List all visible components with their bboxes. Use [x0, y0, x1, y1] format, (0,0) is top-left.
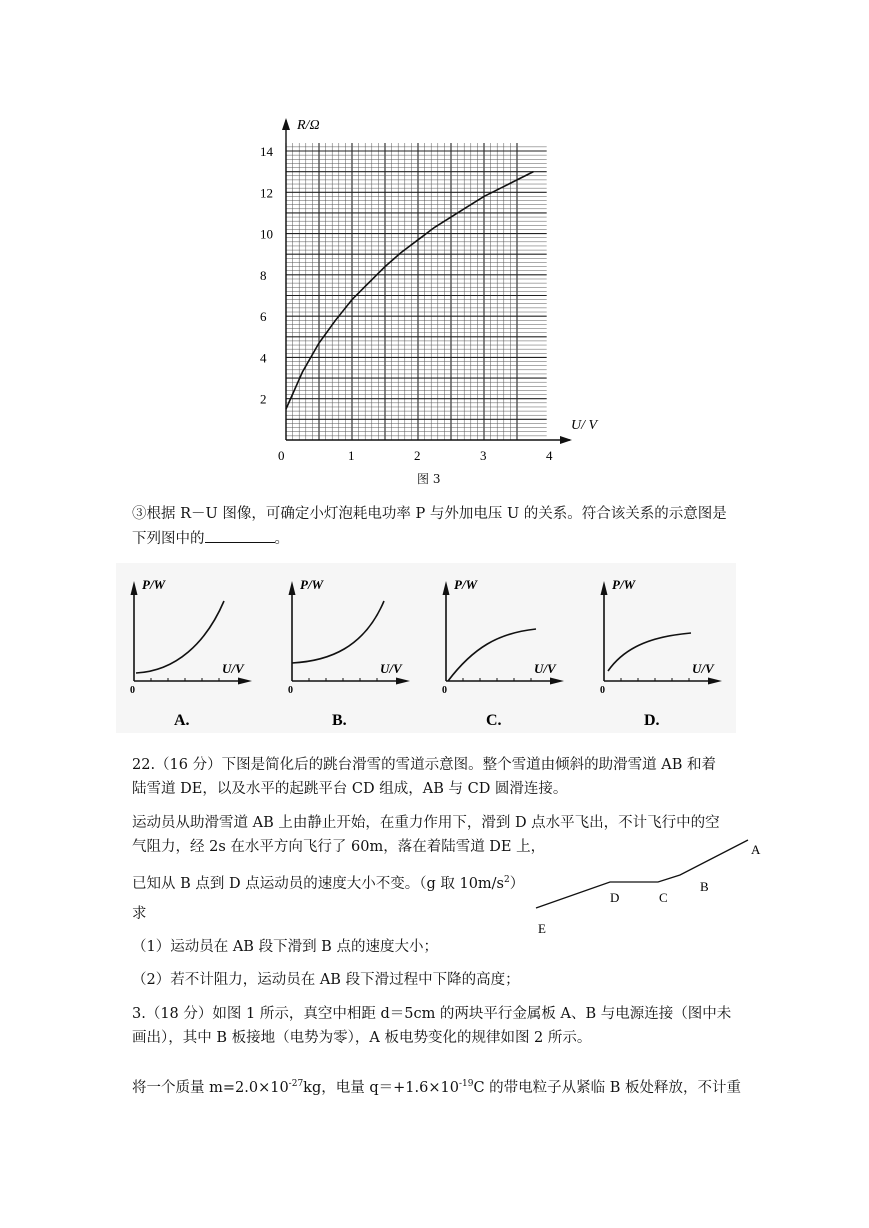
option-x-label: U/V: [380, 661, 402, 676]
y-axis-label: R/Ω: [297, 118, 320, 133]
option-graphs: [116, 563, 736, 738]
option-y-arrow: [131, 581, 138, 595]
option-origin: 0: [600, 685, 605, 696]
option-y-arrow: [601, 581, 608, 595]
option-curve: [608, 633, 691, 671]
option-y-label: P/W: [142, 577, 166, 592]
option-x-arrow: [238, 678, 252, 685]
x-axis-arrow: [560, 436, 572, 444]
figure-caption: 图 3: [417, 472, 441, 486]
q3-line-1: 3.（18 分）如图 1 所示，真空中相距 d＝5cm 的两块平行金属板 A、B 与电源连接（图中未: [132, 1006, 732, 1022]
q3-line-2: 画出），其中 B 板接地（电势为零），A 板电势变化的规律如图 2 所示。: [132, 1030, 592, 1046]
q22-line-1: 22.（16 分）下图是简化后的跳台滑雪的雪道示意图。整个雪道由倾斜的助滑雪道 AB 和着: [132, 757, 716, 773]
answer-blank: [205, 528, 275, 543]
q3-line-3-b: kg，电量 q＝+1.6×10: [303, 1079, 459, 1096]
option-letter: C.: [486, 712, 502, 729]
q22-line-3: 运动员从助滑雪道 AB 上由静止开始，在重力作用下，滑到 D 点水平飞出，不计飞行中的空: [132, 815, 720, 831]
y-tick-label: 12: [260, 185, 273, 201]
q22-line-5-text: 已知从 B 点到 D 点运动员的速度大小不变。（g 取 10m/s: [132, 875, 504, 892]
option-y-label: P/W: [300, 577, 324, 592]
question-3-line-1: ③根据 R－U 图像，可确定小灯泡耗电功率 P 与外加电压 U 的关系。符合该关系的示意图是: [132, 506, 727, 522]
q22-line-4: 气阻力，经 2s 在水平方向飞行了 60m，落在着陆雪道 DE 上，: [132, 839, 546, 855]
x-tick-label: 4: [546, 448, 553, 463]
question-3-end: 。: [274, 531, 289, 547]
y-tick-label: 8: [260, 267, 267, 283]
option-curve: [448, 629, 536, 681]
q3-line-3-c: C 的带电粒子从紧临 B 板处释放，不计重: [473, 1079, 742, 1096]
q3-exponent-1: -27: [288, 1079, 304, 1089]
ski-track-line: [536, 840, 748, 908]
q22-line-5-end: ）: [509, 875, 525, 892]
option-letter: B.: [332, 712, 347, 729]
option-origin: 0: [442, 685, 447, 696]
option-y-label: P/W: [612, 577, 636, 592]
option-curve: [136, 601, 224, 673]
option-x-arrow: [396, 678, 410, 685]
option-curve: [292, 601, 384, 663]
option-graph-c: [442, 577, 564, 729]
y-tick-label: 6: [260, 309, 267, 325]
y-tick-label: 14: [260, 144, 273, 159]
y-axis-arrow: [282, 118, 290, 130]
question-3-line-2: [132, 528, 289, 549]
option-y-label: P/W: [454, 577, 478, 592]
option-x-arrow: [708, 678, 722, 685]
option-x-label: U/V: [222, 661, 244, 676]
point-b-label: B: [700, 879, 709, 894]
x-tick-label: 3: [480, 448, 487, 463]
q3-line-3-a: 将一个质量 m=2.0×10: [132, 1079, 289, 1096]
q22-line-2: 陆雪道 DE，以及水平的起跳平台 CD 组成，AB 与 CD 圆滑连接。: [132, 781, 568, 797]
point-e-label: E: [538, 921, 546, 936]
ski-track-diagram: [525, 835, 775, 945]
option-y-arrow: [289, 581, 296, 595]
x-tick-label: 2: [414, 448, 421, 463]
option-origin: 0: [288, 685, 293, 696]
q22-line-6: 求: [132, 906, 147, 922]
x-axis-label: U/ V: [571, 418, 598, 433]
option-letter: D.: [644, 712, 660, 729]
x-tick-label: 1: [348, 448, 355, 463]
option-graph-d: [600, 577, 722, 729]
r-u-curve: [286, 172, 534, 409]
option-x-arrow: [550, 678, 564, 685]
x-tick-label: 0: [278, 448, 285, 463]
y-tick-label: 4: [260, 350, 267, 366]
question-3-text: 下列图中的: [132, 531, 205, 547]
option-x-label: U/V: [692, 661, 714, 676]
q22-exponent: 2: [504, 875, 510, 885]
q3-line-3: [132, 1074, 741, 1098]
option-letter: A.: [174, 712, 190, 729]
y-tick-label: 10: [260, 226, 273, 242]
q3-exponent-2: -19: [458, 1079, 474, 1089]
point-c-label: C: [659, 890, 668, 905]
option-x-label: U/V: [534, 661, 556, 676]
option-y-arrow: [443, 581, 450, 595]
q22-sub-1: （1）运动员在 AB 段下滑到 B 点的速度大小；: [132, 939, 438, 955]
point-d-label: D: [610, 890, 620, 905]
option-graph-b: [288, 577, 410, 729]
option-origin: 0: [130, 685, 135, 696]
q22-line-5: [132, 870, 524, 894]
option-graph-a: [130, 577, 252, 729]
q22-sub-2: （2）若不计阻力，运动员在 AB 段下滑过程中下降的高度；: [132, 972, 520, 988]
point-a-label: A: [751, 842, 761, 857]
y-tick-label: 2: [260, 391, 267, 407]
graph-grid: [286, 143, 547, 440]
r-u-graph: [250, 110, 620, 490]
